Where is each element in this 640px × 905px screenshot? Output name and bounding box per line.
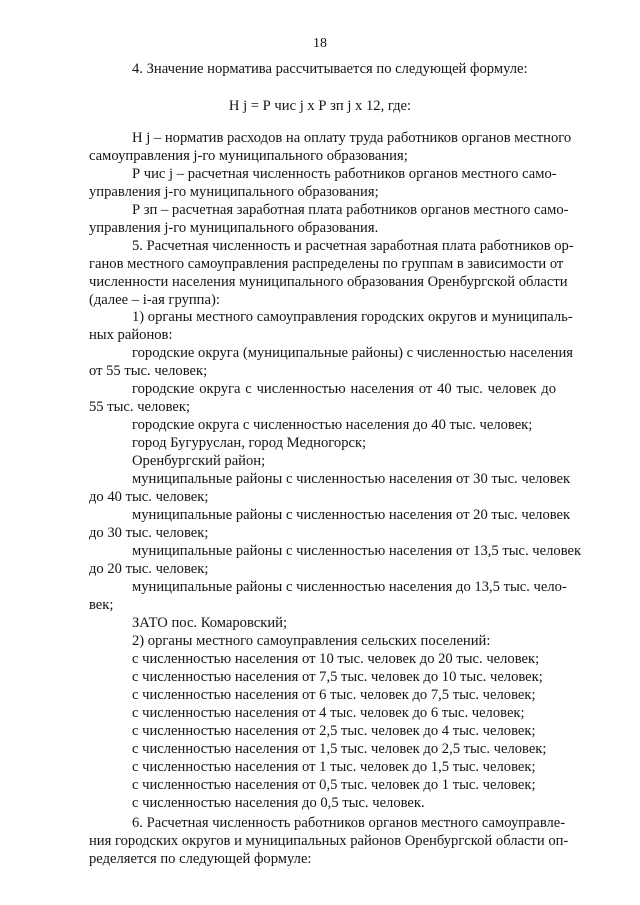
group1-heading-line2: ных районов: (89, 327, 173, 343)
group2-item: с численностью населения от 0,5 тыс. человек до 1 тыс. человек; (132, 777, 536, 793)
def-pzp-line2: управления j-го муниципального образования. (89, 220, 379, 236)
formula-nj: Н j = Р чис j х Р зп j х 12, где: (228, 98, 412, 114)
group1-item6-line1: муниципальные районы с численностью населения от 30 тыс. человек (132, 471, 571, 487)
def-nj-line1: Н j – норматив расходов на оплату труда работников органов местного (132, 130, 572, 146)
group1-item7-line1: муниципальные районы с численностью населения от 20 тыс. человек (132, 507, 571, 523)
group2-item: с численностью населения от 1 тыс. человек до 1,5 тыс. человек; (132, 759, 536, 775)
group2-item: с численностью населения от 2,5 тыс. человек до 4 тыс. человек; (132, 723, 536, 739)
para6-line1: 6. Расчетная численность работников органов местного самоуправле- (132, 815, 566, 831)
group2-item: с численностью населения от 4 тыс. человек до 6 тыс. человек; (132, 705, 525, 721)
def-pchis-line1: Р чис j – расчетная численность работников органов местного само- (132, 166, 557, 182)
group1-item10: ЗАТО пос. Комаровский; (132, 615, 288, 631)
group1-heading-line1: 1) органы местного самоуправления городских округов и муниципаль- (132, 309, 573, 325)
para6-line2: ния городских округов и муниципальных районов Оренбургской области оп- (89, 833, 569, 849)
group1-item4: город Бугуруслан, город Медногорск; (132, 435, 367, 451)
para5-line3: численности населения муниципального образования Оренбургской области (89, 274, 568, 290)
group1-item9-line2: век; (89, 597, 114, 613)
group2-item: с численностью населения от 7,5 тыс. человек до 10 тыс. человек; (132, 669, 543, 685)
group1-item3: городские округа с численностью населения до 40 тыс. человек; (132, 417, 533, 433)
def-nj-line2: самоуправления j-го муниципального образования; (89, 148, 408, 164)
group2-item: с численностью населения до 0,5 тыс. человек. (132, 795, 425, 811)
para5-line4: (далее – i-ая группа): (89, 292, 220, 308)
def-pchis-line2: управления j-го муниципального образования; (89, 184, 379, 200)
group1-item2-line2: 55 тыс. человек; (89, 399, 191, 415)
group1-item8-line1: муниципальные районы с численностью населения от 13,5 тыс. человек (132, 543, 582, 559)
para5-line2: ганов местного самоуправления распределены по группам в зависимости от (89, 256, 564, 272)
group1-item5: Оренбургский район; (132, 453, 266, 469)
group2-item: с численностью населения от 6 тыс. человек до 7,5 тыс. человек; (132, 687, 536, 703)
para6-line3: ределяется по следующей формуле: (89, 851, 312, 867)
group1-item6-line2: до 40 тыс. человек; (89, 489, 209, 505)
para5-line1: 5. Расчетная численность и расчетная заработная плата работников ор- (132, 238, 574, 254)
group1-item1-line1: городские округа (муниципальные районы) с численностью населения (132, 345, 574, 361)
def-pzp-line1: Р зп – расчетная заработная плата работников органов местного само- (132, 202, 569, 218)
group1-item1-line2: от 55 тыс. человек; (89, 363, 208, 379)
group1-item2-line1: городские округа с численностью населения от 40 тыс. человек до (132, 381, 556, 397)
group2-item: с численностью населения от 1,5 тыс. человек до 2,5 тыс. человек; (132, 741, 547, 757)
group2-heading: 2) органы местного самоуправления сельских поселений: (132, 633, 491, 649)
group1-item8-line2: до 20 тыс. человек; (89, 561, 209, 577)
section-4-intro: 4. Значение норматива рассчитывается по следующей формуле: (132, 61, 528, 77)
group2-item: с численностью населения от 10 тыс. человек до 20 тыс. человек; (132, 651, 540, 667)
page-number: 18 (313, 36, 327, 51)
group1-item9-line1: муниципальные районы с численностью населения до 13,5 тыс. чело- (132, 579, 567, 595)
group1-item7-line2: до 30 тыс. человек; (89, 525, 209, 541)
